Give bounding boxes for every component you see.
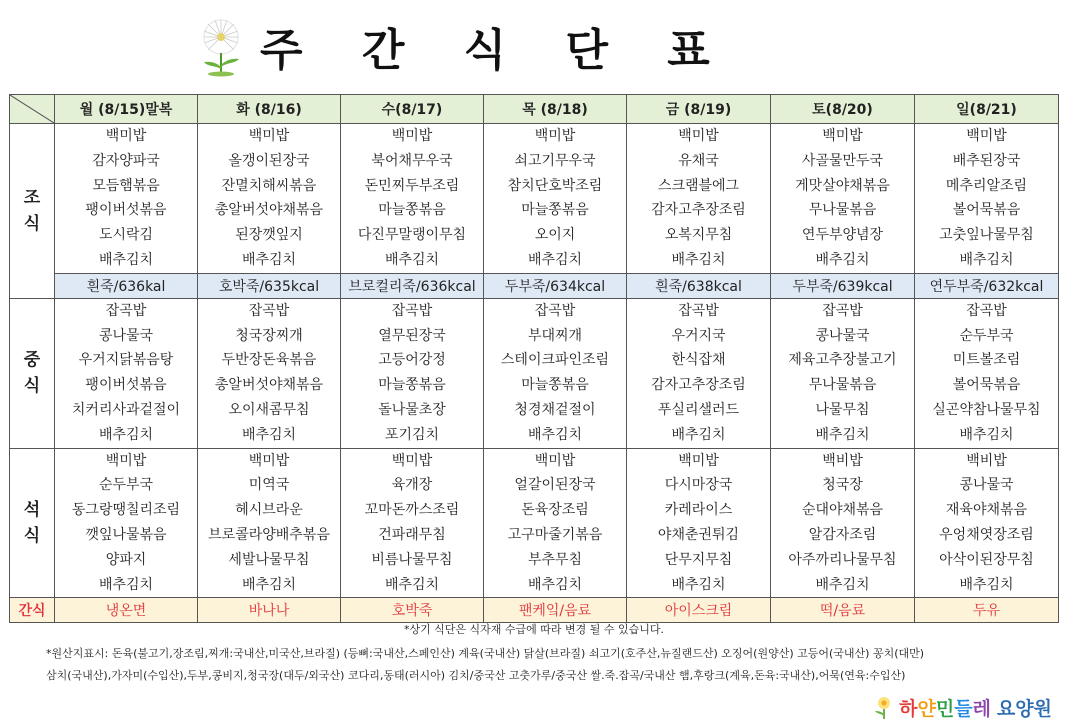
dish-item: 도시락김 bbox=[98, 227, 154, 244]
snack-row bbox=[10, 598, 1059, 623]
dinner-cell bbox=[915, 448, 1059, 598]
dish-item: 메추리알조림 bbox=[945, 177, 1028, 194]
dish-item: 오복지무침 bbox=[664, 227, 733, 244]
page-title: 주 간 식 단 표 bbox=[260, 25, 732, 76]
dish-item: 꼬마돈까스조림 bbox=[364, 502, 460, 519]
dish-item: 백미밥 bbox=[105, 128, 147, 144]
day-header: 수(8/17) bbox=[341, 95, 484, 124]
day-header: 금 (8/19) bbox=[627, 95, 771, 124]
dish-item: 배추김치 bbox=[959, 576, 1014, 593]
dish-item: 순대야채볶음 bbox=[801, 502, 884, 519]
dish-item: 백미밥 bbox=[822, 128, 863, 144]
dish-item: 연두부양념장 bbox=[801, 227, 884, 244]
dinner-cell bbox=[771, 448, 915, 598]
porridge-cell: 두부죽/639kcal bbox=[771, 273, 915, 298]
lunch-cell bbox=[771, 298, 915, 448]
dish-item: 볼어묵볶음 bbox=[952, 377, 1021, 394]
breakfast-cell bbox=[627, 124, 771, 274]
porridge-cell: 흰죽/638kcal bbox=[627, 273, 771, 298]
dish-item: 백미밥 bbox=[678, 452, 719, 469]
dish-item: 백미밥 bbox=[248, 452, 290, 469]
title-area bbox=[196, 14, 732, 78]
dish-item: 잡곡밥 bbox=[822, 302, 863, 319]
dish-item: 감자고추장조림 bbox=[651, 202, 746, 219]
dish-item: 동그랑땡칠리조림 bbox=[71, 502, 181, 519]
dish-item: 미역국 bbox=[248, 477, 290, 494]
dish-item: 푸실리샐러드 bbox=[657, 401, 740, 418]
weekly-menu-table bbox=[9, 94, 1059, 623]
dish-item: 사골물만두국 bbox=[801, 152, 884, 169]
origin-info-line-2: 삼치(국내산),가자미(수입산),두부,콩비지,청국장(대두/외국산) 코다리,동태(러시아) 김치/중국산 고춧가루/중국산 쌀.죽.잡곡/국내산 햄,후랑크(계육,돈육:국내산),어묵(연육:수입산) bbox=[46, 669, 906, 682]
dish-item: 돌나물초장 bbox=[378, 401, 446, 418]
snack-cell: 냉온면 bbox=[55, 598, 198, 623]
dish-item: 잡곡밥 bbox=[248, 302, 290, 319]
dish-item: 배추김치 bbox=[98, 251, 154, 268]
dish-item: 양파지 bbox=[105, 551, 147, 568]
dish-item: 잡곡밥 bbox=[105, 302, 147, 319]
dish-item: 고구마줄기볶음 bbox=[507, 526, 603, 543]
dish-item: 올갱이된장국 bbox=[228, 152, 310, 169]
dish-item: 총알버섯야채볶음 bbox=[214, 377, 324, 394]
dish-item: 한식잡채 bbox=[671, 352, 726, 369]
dish-item: 백미밥 bbox=[391, 128, 433, 144]
lunch-cell bbox=[484, 298, 627, 448]
dish-item: 게맛살야채볶음 bbox=[795, 177, 890, 194]
dish-item: 배추김치 bbox=[815, 426, 870, 443]
snack-cell: 바나나 bbox=[198, 598, 341, 623]
dish-item: 북어채무우국 bbox=[371, 152, 453, 169]
dish-item: 얼갈이된장국 bbox=[514, 477, 596, 494]
dish-item: 배추김치 bbox=[959, 251, 1014, 268]
dish-item: 배추김치 bbox=[815, 251, 870, 268]
lunch-cell bbox=[55, 298, 198, 448]
breakfast-cell bbox=[341, 124, 484, 274]
dish-item: 비름나물무침 bbox=[371, 551, 453, 568]
dinner-cell bbox=[198, 448, 341, 598]
porridge-cell: 브로컬리죽/636kcal bbox=[341, 273, 484, 298]
day-header: 월 (8/15)말복 bbox=[55, 95, 198, 124]
brand-letter: 민 bbox=[935, 698, 955, 720]
day-header: 목 (8/18) bbox=[484, 95, 627, 124]
dish-item: 마늘쫑볶음 bbox=[521, 377, 589, 394]
dish-item: 단무지무침 bbox=[664, 551, 733, 568]
brand-letter: 들 bbox=[954, 698, 973, 720]
dish-item: 팽이버섯볶음 bbox=[85, 377, 167, 394]
dish-item: 우거지닭볶음탕 bbox=[78, 352, 174, 369]
dish-item: 청국장 bbox=[822, 477, 863, 494]
dish-item: 배추김치 bbox=[671, 426, 726, 443]
dandelion-icon bbox=[196, 15, 246, 77]
dish-item: 배추김치 bbox=[241, 251, 297, 268]
porridge-cell: 연두부죽/632kcal bbox=[915, 273, 1059, 298]
dish-item: 고등어강정 bbox=[378, 352, 446, 369]
flower-icon bbox=[873, 696, 895, 720]
meal-label-breakfast: 조 식 bbox=[10, 124, 55, 299]
dish-item: 잔멸치해씨볶음 bbox=[221, 177, 317, 194]
dish-item: 백미밥 bbox=[534, 452, 576, 469]
dish-item: 마늘쫑볶음 bbox=[378, 202, 446, 219]
dish-item: 유채국 bbox=[678, 152, 719, 169]
dish-item: 브로콜라양배추볶음 bbox=[208, 526, 330, 543]
dish-item: 순두부국 bbox=[98, 477, 154, 494]
dish-item: 우거지국 bbox=[671, 327, 726, 344]
dish-item: 건파래무침 bbox=[378, 526, 446, 543]
dish-item: 배추김치 bbox=[527, 576, 583, 593]
lunch-cell bbox=[627, 298, 771, 448]
dish-item: 백비밥 bbox=[822, 452, 863, 469]
dish-item: 배추김치 bbox=[959, 426, 1014, 443]
dish-item: 배추김치 bbox=[98, 426, 154, 443]
snack-cell: 아이스크림 bbox=[627, 598, 771, 623]
lunch-cell bbox=[198, 298, 341, 448]
dish-item: 배추김치 bbox=[384, 576, 440, 593]
porridge-row bbox=[10, 273, 1059, 298]
dish-item: 백미밥 bbox=[534, 128, 576, 144]
dinner-cell bbox=[484, 448, 627, 598]
dish-item: 백미밥 bbox=[966, 128, 1007, 144]
brand-name bbox=[899, 694, 1052, 721]
porridge-cell: 두부죽/634kcal bbox=[484, 273, 627, 298]
dish-item: 배추김치 bbox=[527, 251, 583, 268]
dish-item: 오이지 bbox=[534, 227, 576, 244]
dish-item: 잡곡밥 bbox=[966, 302, 1007, 319]
brand-letter: 원 bbox=[1033, 698, 1052, 720]
dish-item: 모듬햄볶음 bbox=[92, 177, 160, 194]
dish-item: 배추김치 bbox=[815, 576, 870, 593]
snack-cell: 떡/음료 bbox=[771, 598, 915, 623]
dish-item: 육개장 bbox=[391, 477, 433, 494]
brand-letter: 양 bbox=[1015, 698, 1034, 720]
dish-item: 배추김치 bbox=[671, 251, 726, 268]
breakfast-cell bbox=[198, 124, 341, 274]
dish-item: 쇠고기무우국 bbox=[514, 152, 596, 169]
diagonal-line bbox=[10, 95, 54, 123]
porridge-cell: 흰죽/636kal bbox=[55, 273, 198, 298]
dish-item: 다진무말랭이무침 bbox=[357, 227, 467, 244]
dish-item: 카레라이스 bbox=[664, 502, 733, 519]
dish-item: 두반장돈육볶음 bbox=[221, 352, 317, 369]
lunch-cell bbox=[341, 298, 484, 448]
dish-item: 된장깻잎지 bbox=[235, 227, 303, 244]
dish-item: 재육야채볶음 bbox=[945, 502, 1028, 519]
dish-item: 콩나물국 bbox=[815, 327, 870, 344]
dish-item: 돈육장조림 bbox=[521, 502, 589, 519]
brand-letter: 얀 bbox=[917, 698, 936, 720]
dish-item: 치커리사과겉절이 bbox=[71, 401, 181, 418]
dish-item: 배추김치 bbox=[241, 576, 297, 593]
breakfast-cell bbox=[55, 124, 198, 274]
dish-item: 배추된장국 bbox=[952, 152, 1021, 169]
dish-item: 부대찌개 bbox=[527, 327, 583, 344]
dish-item: 백미밥 bbox=[391, 452, 433, 469]
dish-item: 우엉채엿장조림 bbox=[939, 526, 1034, 543]
dish-item: 깻잎나물볶음 bbox=[85, 526, 167, 543]
brand-letter: 하 bbox=[899, 698, 918, 720]
dish-item: 돈민찌두부조림 bbox=[364, 177, 460, 194]
dish-item: 순두부국 bbox=[959, 327, 1014, 344]
dish-item: 배추김치 bbox=[384, 251, 440, 268]
dish-item: 잡곡밥 bbox=[678, 302, 719, 319]
dish-item: 무나물볶음 bbox=[808, 377, 877, 394]
day-header: 화 (8/16) bbox=[198, 95, 341, 124]
snack-cell: 호박죽 bbox=[341, 598, 484, 623]
dish-item: 제육고추장불고기 bbox=[788, 352, 897, 369]
breakfast-cell bbox=[484, 124, 627, 274]
dish-item: 마늘쫑볶음 bbox=[521, 202, 589, 219]
brand-letter: 요 bbox=[996, 698, 1016, 720]
dish-item: 오이새콤무침 bbox=[228, 401, 310, 418]
dish-item: 배추김치 bbox=[527, 426, 583, 443]
dish-item: 다시마장국 bbox=[664, 477, 733, 494]
dinner-row bbox=[10, 448, 1059, 598]
meal-label-lunch: 중 식 bbox=[10, 298, 55, 448]
dish-item: 백미밥 bbox=[248, 128, 290, 144]
dish-item: 야채춘권튀김 bbox=[657, 526, 740, 543]
day-header: 일(8/21) bbox=[915, 95, 1059, 124]
dish-item: 팽이버섯볶음 bbox=[85, 202, 167, 219]
snack-cell: 팬케잌/음료 bbox=[484, 598, 627, 623]
dish-item: 실곤약참나물무침 bbox=[932, 401, 1041, 418]
dish-item: 스크램블에그 bbox=[657, 177, 740, 194]
dish-item: 배추김치 bbox=[671, 576, 726, 593]
dish-item: 청경채겉절이 bbox=[514, 401, 596, 418]
dish-item: 청국장찌개 bbox=[235, 327, 303, 344]
dinner-cell bbox=[341, 448, 484, 598]
dish-item: 헤시브라운 bbox=[235, 502, 303, 519]
dish-item: 백비밥 bbox=[966, 452, 1007, 469]
dish-item: 잡곡밥 bbox=[534, 302, 576, 319]
lunch-cell bbox=[915, 298, 1059, 448]
lunch-row bbox=[10, 298, 1059, 448]
dish-item: 볼어묵볶음 bbox=[952, 202, 1021, 219]
dish-item: 아삭이된장무침 bbox=[939, 551, 1034, 568]
dish-item: 감자고추장조림 bbox=[651, 377, 746, 394]
dish-item: 고춧잎나물무침 bbox=[939, 227, 1034, 244]
brand-logo bbox=[873, 694, 1052, 721]
day-header: 토(8/20) bbox=[771, 95, 915, 124]
dish-item: 열무된장국 bbox=[378, 327, 446, 344]
dish-item: 배추김치 bbox=[98, 576, 154, 593]
breakfast-cell bbox=[915, 124, 1059, 274]
dish-item: 포기김치 bbox=[384, 426, 440, 443]
dish-item: 콩나물국 bbox=[98, 327, 154, 344]
snack-cell: 두유 bbox=[915, 598, 1059, 623]
dish-item: 무나물볶음 bbox=[808, 202, 877, 219]
dish-item: 마늘쫑볶음 bbox=[378, 377, 446, 394]
dish-item: 부추무침 bbox=[527, 551, 583, 568]
meal-label-dinner: 석 식 bbox=[10, 448, 55, 598]
change-notice: *상기 식단은 식자재 수급에 따라 변경 될 수 있습니다. bbox=[403, 623, 665, 636]
meal-label-snack: 간식 bbox=[10, 598, 55, 623]
dish-item: 콩나물국 bbox=[959, 477, 1014, 494]
dish-item: 나물무침 bbox=[815, 401, 870, 418]
breakfast-cell bbox=[771, 124, 915, 274]
dish-item: 아주까리나물무침 bbox=[788, 551, 897, 568]
dish-item: 백미밥 bbox=[678, 128, 719, 144]
dish-item: 총알버섯야채볶음 bbox=[214, 202, 324, 219]
dish-item: 스테이크파인조림 bbox=[500, 352, 610, 369]
porridge-cell: 호박죽/635kcal bbox=[198, 273, 341, 298]
breakfast-row bbox=[10, 124, 1059, 274]
dish-item: 백미밥 bbox=[105, 452, 147, 469]
dish-item: 배추김치 bbox=[241, 426, 297, 443]
dish-item: 세발나물무침 bbox=[228, 551, 310, 568]
dish-item: 잡곡밥 bbox=[391, 302, 433, 319]
brand-letter: 레 bbox=[972, 698, 991, 720]
dish-item: 미트볼조림 bbox=[952, 352, 1021, 369]
dinner-cell bbox=[627, 448, 771, 598]
corner-cell bbox=[10, 95, 55, 124]
dish-item: 알감자조림 bbox=[808, 526, 877, 543]
day-header-row bbox=[10, 95, 1059, 124]
origin-info-line-1: *원산지표시: 돈육(불고기,장조림,찌개:국내산,미국산,브라질) (등뼈:국내산,스페인산) 계육(국내산) 닭살(브라질) 쇠고기(호주산,뉴질랜드산) 오징어(원양산) 고등어(국내산) 꽁치(대만) bbox=[46, 647, 925, 660]
dinner-cell bbox=[55, 448, 198, 598]
dish-item: 감자양파국 bbox=[92, 152, 160, 169]
dish-item: 참치단호박조림 bbox=[507, 177, 603, 194]
